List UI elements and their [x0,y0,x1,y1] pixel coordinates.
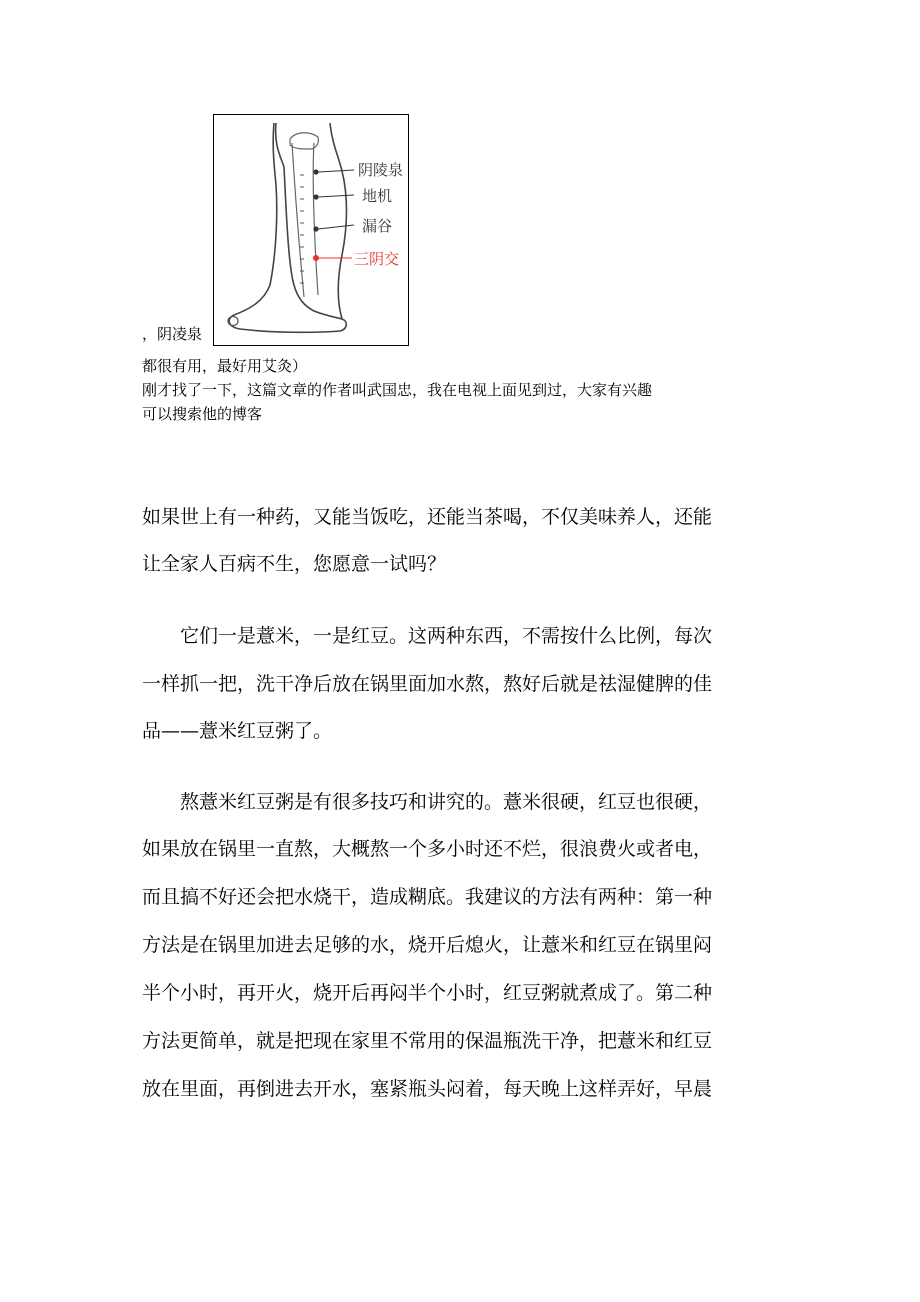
leader-yinlingquan [318,170,354,172]
leader-diji [318,195,354,197]
paragraph-3-line-6: 方法更简单，就是把现在家里不常用的保温瓶洗干净，把薏米和红豆 [142,1030,713,1052]
note-line-3: 可以搜索他的博客 [142,405,263,423]
label-sanyinjiao: 三阴交 [354,250,400,268]
tibia-bone [292,143,318,297]
paragraph-1-line-1: 如果世上有一种药，又能当饭吃，还能当茶喝，不仅美味养人，还能 [142,506,713,528]
measure-ticks [300,175,304,283]
paragraph-3-line-4: 方法是在锅里加进去足够的水，烧开后熄火，让薏米和红豆在锅里闷 [142,934,713,956]
paragraph-2-line-3: 品——薏米红豆粥了。 [142,720,333,742]
point-lougu [313,226,318,231]
point-diji [313,194,318,199]
leader-lougu [318,225,354,229]
paragraph-1-line-2: 让全家人百病不生，您愿意一试吗？ [142,553,447,575]
figure-caption: ，阴凌泉 [142,325,203,343]
paragraph-3-line-7: 放在里面，再倒进去开水，塞紧瓶头闷着，每天晚上这样弄好，早晨 [142,1078,713,1100]
leg-outline-back [330,123,347,319]
note-line-2: 刚才找了一下，这篇文章的作者叫武国忠，我在电视上面见到过，大家有兴趣 [142,381,653,399]
point-yinlingquan [313,169,318,174]
paragraph-3-line-1: 熬薏米红豆粥是有很多技巧和讲究的。薏米很硬，红豆也很硬， [180,791,713,813]
leg-acupoint-figure [213,114,409,346]
paragraph-3-line-5: 半个小时，再开火，烧开后再闷半个小时，红豆粥就煮成了。第二种 [142,982,713,1004]
label-yinlingquan: 阴陵泉 [358,161,404,179]
paragraph-2-line-1: 它们一是薏米，一是红豆。这两种东西，不需按什么比例，每次 [180,625,713,647]
note-line-1: 都很有用，最好用艾灸） [142,357,308,375]
leg-illustration [214,115,408,345]
paragraph-3-line-3: 而且搞不好还会把水烧干，造成糊底。我建议的方法有两种：第一种 [142,886,713,908]
paragraph-2-line-2: 一样抓一把，洗干净后放在锅里面加水熬，熬好后就是祛湿健脾的佳 [142,673,713,695]
paragraph-3-line-2: 如果放在锅里一直熬，大概熬一个多小时还不烂，很浪费火或者电， [142,838,713,860]
label-diji: 地机 [362,187,393,205]
point-sanyinjiao [313,255,319,261]
label-lougu: 漏谷 [362,217,393,235]
